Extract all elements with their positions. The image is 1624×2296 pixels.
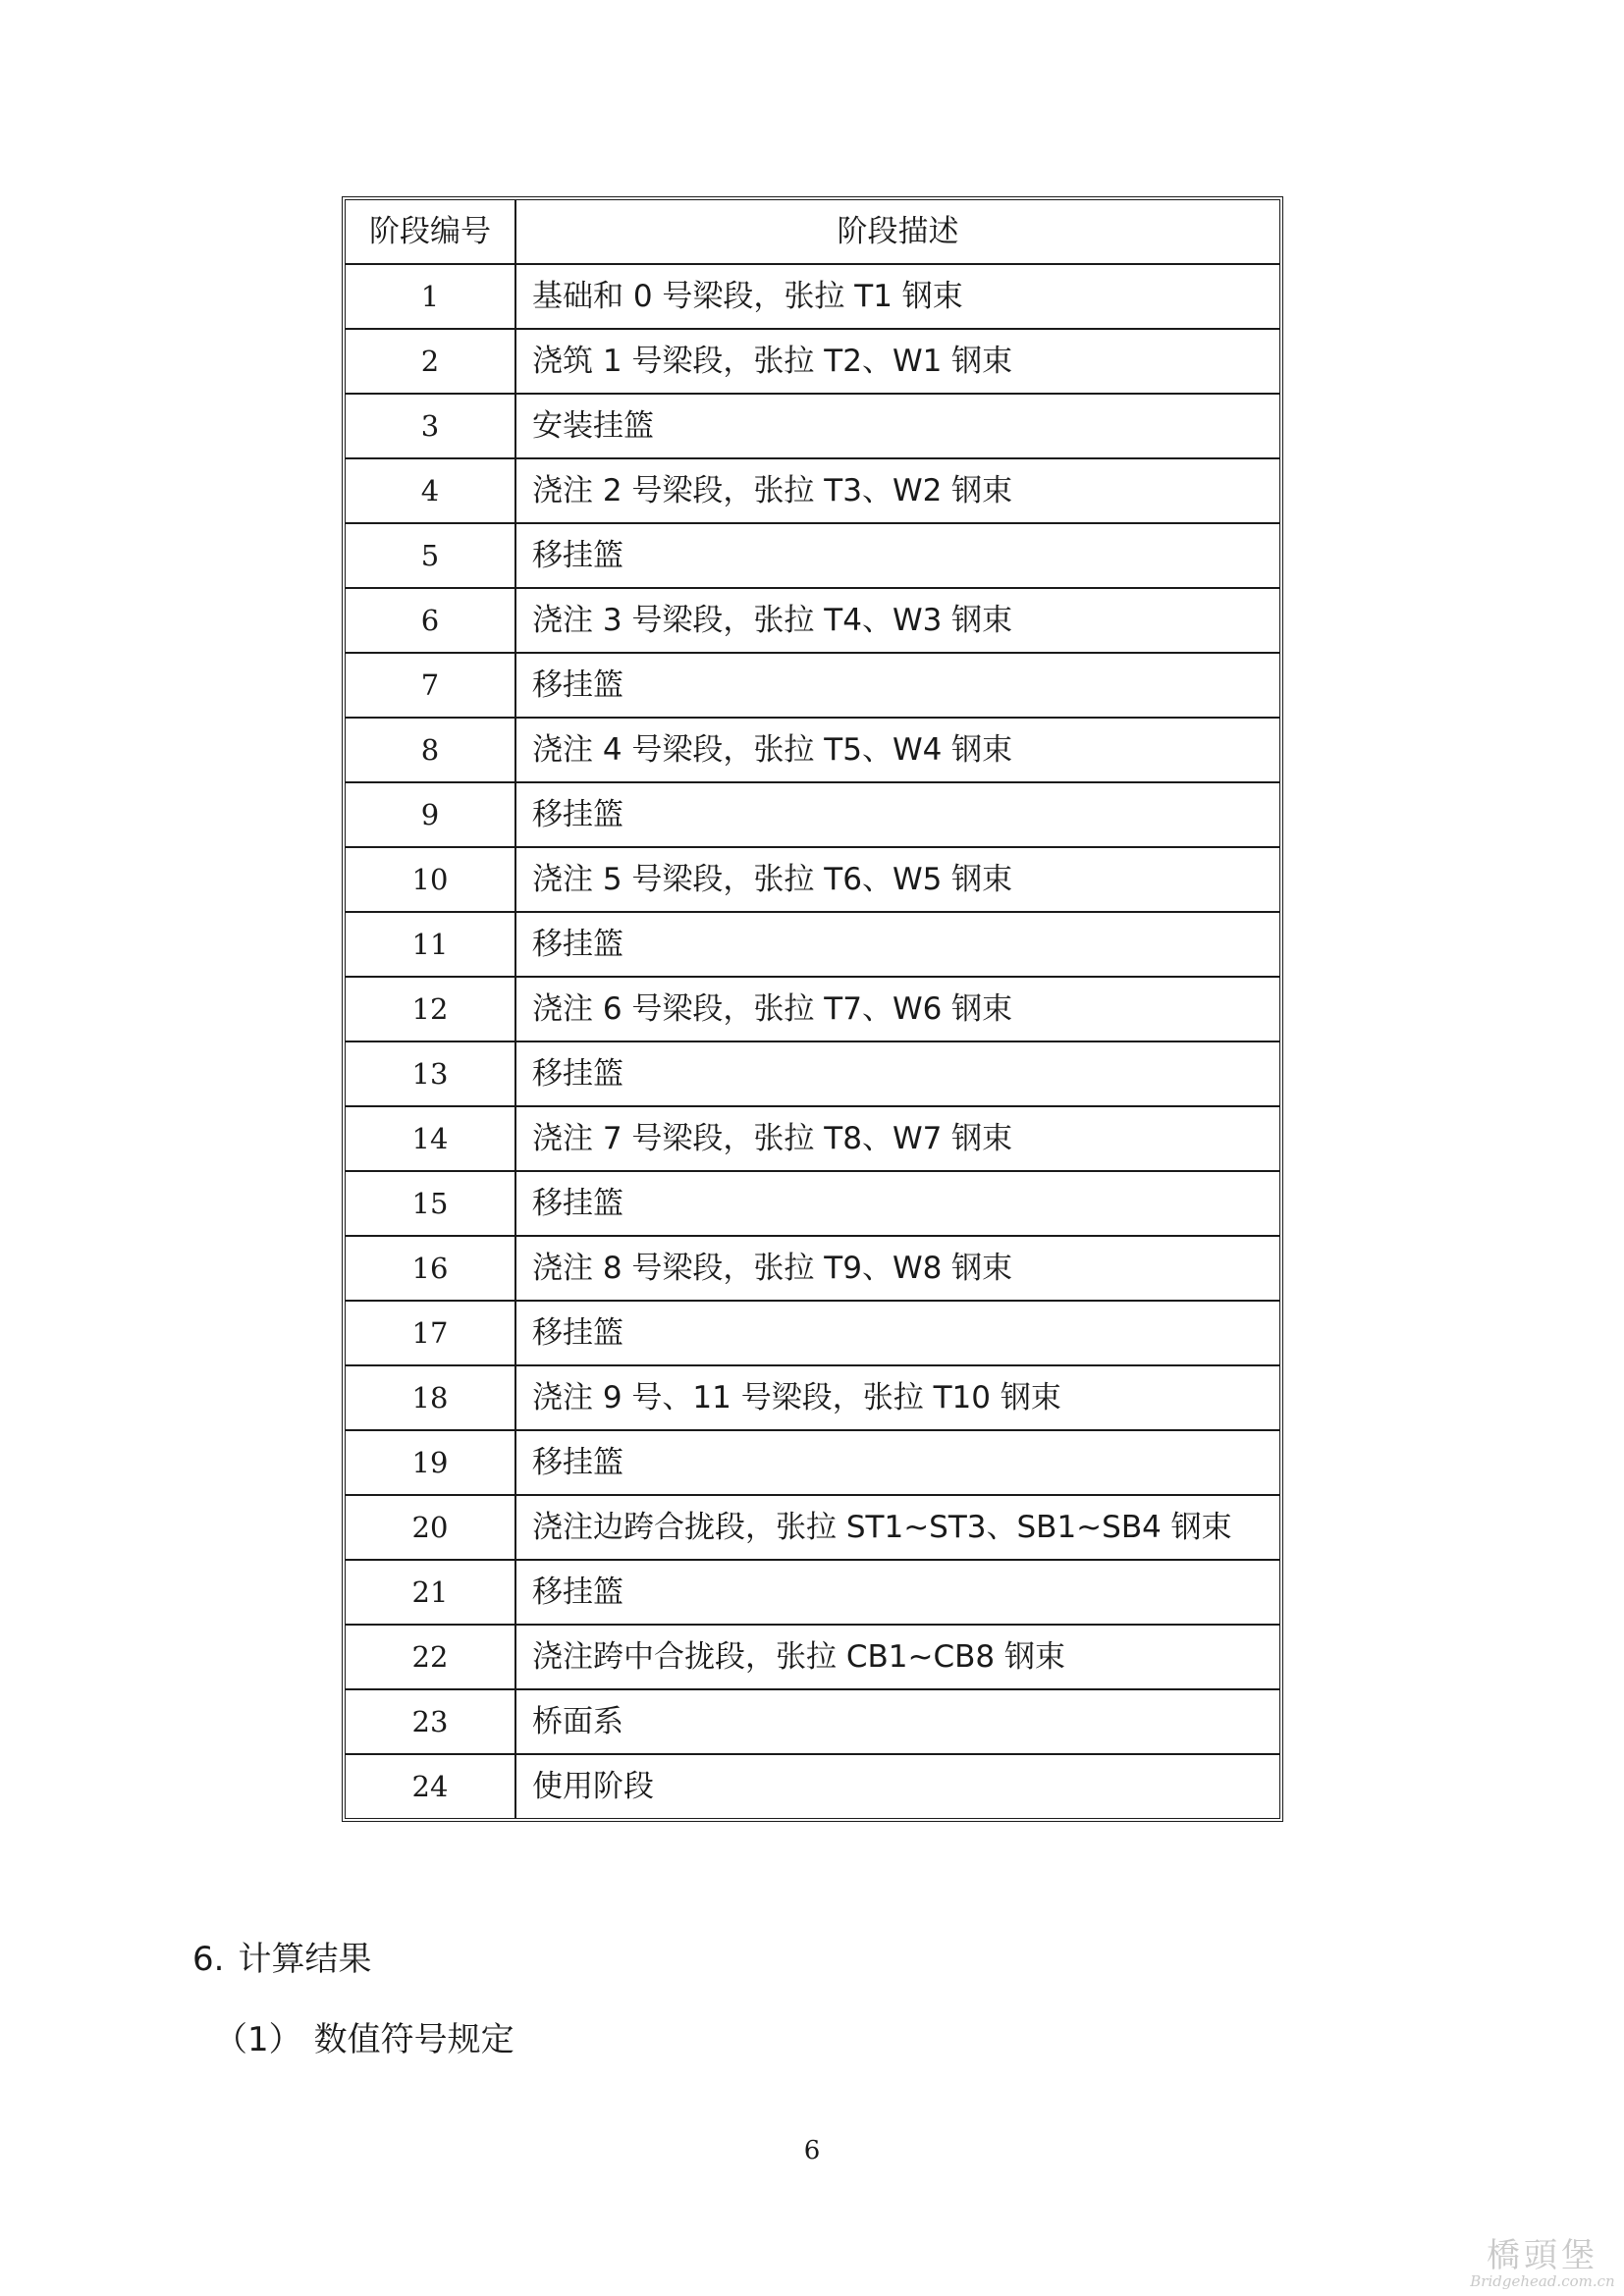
table-row [346, 1431, 1279, 1496]
stage-number-cell: 24 [346, 1755, 516, 1818]
stage-number-cell: 8 [346, 719, 516, 783]
stage-number-cell: 22 [346, 1626, 516, 1690]
stage-description-cell: 移挂篮 [516, 1431, 1279, 1496]
stage-number-cell: 23 [346, 1690, 516, 1755]
table-row [346, 1237, 1279, 1302]
stage-description-cell: 浇注 7 号梁段，张拉 T8、W7 钢束 [516, 1107, 1279, 1172]
table-row [346, 1496, 1279, 1561]
construction-stage-table [342, 196, 1283, 1822]
stage-description-cell: 基础和 0 号梁段，张拉 T1 钢束 [516, 265, 1279, 330]
stage-description-cell: 浇注 6 号梁段，张拉 T7、W6 钢束 [516, 978, 1279, 1042]
stage-description-cell: 安装挂篮 [516, 395, 1279, 459]
stage-number-cell: 1 [346, 265, 516, 330]
table-row [346, 719, 1279, 783]
stage-number-cell: 9 [346, 783, 516, 848]
table-row [346, 1690, 1279, 1755]
table-row [346, 524, 1279, 589]
table-row [346, 1302, 1279, 1366]
stage-description-cell: 浇注 5 号梁段，张拉 T6、W5 钢束 [516, 848, 1279, 913]
table-body [346, 265, 1279, 1818]
table-row [346, 1366, 1279, 1431]
stage-number-cell: 17 [346, 1302, 516, 1366]
stage-description-cell: 浇筑 1 号梁段，张拉 T2、W1 钢束 [516, 330, 1279, 395]
stage-description-cell: 移挂篮 [516, 783, 1279, 848]
subsection-heading [214, 2012, 514, 2060]
watermark-url: Bridgehead.com.cn [1470, 2272, 1615, 2290]
stage-number-cell: 21 [346, 1561, 516, 1626]
watermark-logo [1469, 2236, 1616, 2290]
stage-description-cell: 浇注 2 号梁段，张拉 T3、W2 钢束 [516, 459, 1279, 524]
table-row [346, 978, 1279, 1042]
table-row [346, 589, 1279, 654]
table-row [346, 913, 1279, 978]
table-row [346, 1561, 1279, 1626]
table-row [346, 459, 1279, 524]
stage-number-cell: 16 [346, 1237, 516, 1302]
page-number: 6 [803, 2136, 821, 2165]
header-stage-description: 阶段描述 [516, 200, 1279, 265]
stage-number-cell: 6 [346, 589, 516, 654]
stage-number-cell: 4 [346, 459, 516, 524]
table-row [346, 1042, 1279, 1107]
stage-description-cell: 浇注 3 号梁段，张拉 T4、W3 钢束 [516, 589, 1279, 654]
table-row [346, 783, 1279, 848]
table-row [346, 848, 1279, 913]
stage-number-cell: 7 [346, 654, 516, 719]
stage-description-cell: 移挂篮 [516, 1042, 1279, 1107]
stage-number-cell: 10 [346, 848, 516, 913]
stage-number-cell: 2 [346, 330, 516, 395]
stage-number-cell: 14 [346, 1107, 516, 1172]
section-number: 6. [192, 1940, 225, 1979]
watermark-name: 橋頭堡 [1487, 2236, 1598, 2275]
table-header-row [346, 200, 1279, 265]
section-heading [192, 1932, 371, 1980]
stage-description-cell: 浇注 4 号梁段，张拉 T5、W4 钢束 [516, 719, 1279, 783]
table-row [346, 654, 1279, 719]
stage-number-cell: 11 [346, 913, 516, 978]
table-row [346, 1172, 1279, 1237]
header-stage-no: 阶段编号 [346, 200, 516, 265]
stage-description-cell: 浇注跨中合拢段，张拉 CB1~CB8 钢束 [516, 1626, 1279, 1690]
stage-description-cell: 移挂篮 [516, 1302, 1279, 1366]
table-row [346, 1107, 1279, 1172]
table-row [346, 330, 1279, 395]
stage-description-cell: 移挂篮 [516, 1172, 1279, 1237]
stage-description-cell: 浇注边跨合拢段，张拉 ST1~ST3、SB1~SB4 钢束 [516, 1496, 1279, 1561]
stage-description-cell: 浇注 8 号梁段，张拉 T9、W8 钢束 [516, 1237, 1279, 1302]
stage-number-cell: 12 [346, 978, 516, 1042]
stage-description-cell: 移挂篮 [516, 524, 1279, 589]
stage-number-cell: 18 [346, 1366, 516, 1431]
table-row [346, 395, 1279, 459]
stage-description-cell: 浇注 9 号、11 号梁段，张拉 T10 钢束 [516, 1366, 1279, 1431]
stage-number-cell: 15 [346, 1172, 516, 1237]
subsection-number: （1） [214, 2020, 302, 2059]
stage-number-cell: 20 [346, 1496, 516, 1561]
stage-number-cell: 3 [346, 395, 516, 459]
stage-description-cell: 移挂篮 [516, 1561, 1279, 1626]
table-row [346, 1755, 1279, 1818]
stage-number-cell: 19 [346, 1431, 516, 1496]
stage-description-cell: 移挂篮 [516, 654, 1279, 719]
table-row [346, 265, 1279, 330]
stage-description-cell: 移挂篮 [516, 913, 1279, 978]
stage-number-cell: 5 [346, 524, 516, 589]
stage-description-cell: 使用阶段 [532, 1768, 654, 1804]
stage-number-cell: 13 [346, 1042, 516, 1107]
table-row [346, 1626, 1279, 1690]
subsection-title: 数值符号规定 [313, 2020, 514, 2059]
stage-description-cell: 桥面系 [516, 1690, 1279, 1755]
section-title: 计算结果 [238, 1940, 372, 1979]
